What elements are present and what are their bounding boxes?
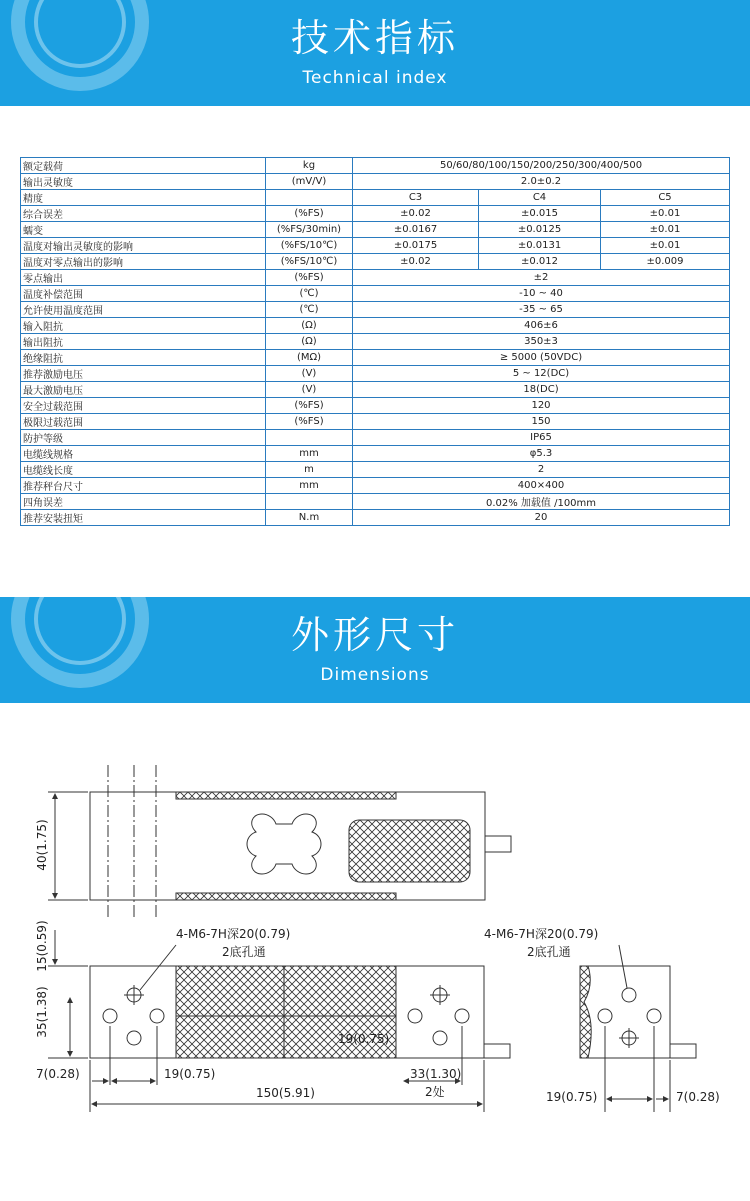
spec-table bbox=[20, 157, 730, 526]
top-view-cable-cavity bbox=[349, 820, 470, 882]
spec-unit: kg bbox=[266, 158, 353, 174]
dim-inner: 19(0.75) bbox=[338, 1032, 390, 1046]
spec-name: 额定载荷 bbox=[21, 158, 266, 174]
dim-left-edge: 7(0.28) bbox=[36, 1067, 80, 1081]
spec-unit: (%FS/30min) bbox=[266, 222, 353, 238]
spec-row bbox=[21, 174, 730, 190]
spec-value: ±0.02 bbox=[353, 206, 479, 222]
spec-value: ≥ 5000 (50VDC) bbox=[353, 350, 730, 366]
dim-upper-side: 15(0.59) bbox=[35, 920, 49, 972]
top-view-center-hole bbox=[247, 814, 321, 874]
spec-value: ±0.01 bbox=[601, 206, 730, 222]
dim-total-length: 150(5.91) bbox=[256, 1086, 315, 1100]
spec-value: -35 ~ 65 bbox=[353, 302, 730, 318]
front-view-cable bbox=[484, 1044, 510, 1058]
side-view-cable bbox=[670, 1044, 696, 1058]
spec-row bbox=[21, 446, 730, 462]
spec-unit: (%FS) bbox=[266, 398, 353, 414]
spec-value: 2.0±0.2 bbox=[353, 174, 730, 190]
spec-value: ±0.012 bbox=[479, 254, 601, 270]
hole-note-side: 4-M6-7H深20(0.79) bbox=[484, 927, 599, 941]
spec-name: 推荐安装扭矩 bbox=[21, 510, 266, 526]
spec-value: 120 bbox=[353, 398, 730, 414]
spec-row bbox=[21, 318, 730, 334]
hole-sub-front: 2底孔通 bbox=[222, 945, 266, 959]
spec-unit: mm bbox=[266, 446, 353, 462]
spec-row bbox=[21, 286, 730, 302]
spec-value: 20 bbox=[353, 510, 730, 526]
spec-name: 综合误差 bbox=[21, 206, 266, 222]
spec-unit: (V) bbox=[266, 382, 353, 398]
spec-value: ±0.0175 bbox=[353, 238, 479, 254]
spec-row bbox=[21, 382, 730, 398]
spec-name: 推荐秤台尺寸 bbox=[21, 478, 266, 494]
spec-value: C4 bbox=[479, 190, 601, 206]
spec-name: 电缆线规格 bbox=[21, 446, 266, 462]
spec-row bbox=[21, 254, 730, 270]
spec-value: C3 bbox=[353, 190, 479, 206]
spec-name: 四角误差 bbox=[21, 494, 266, 510]
spec-unit: (Ω) bbox=[266, 318, 353, 334]
spec-name: 输出灵敏度 bbox=[21, 174, 266, 190]
spec-value: ±2 bbox=[353, 270, 730, 286]
spec-value: 5 ~ 12(DC) bbox=[353, 366, 730, 382]
section-title-cn: 外形尺寸 bbox=[290, 613, 459, 657]
spec-value: ±0.015 bbox=[479, 206, 601, 222]
dim-right-note: 2处 bbox=[425, 1085, 445, 1099]
section-title-cn: 技术指标 bbox=[290, 16, 459, 60]
dimension-drawing bbox=[0, 740, 750, 1120]
spec-unit: (V) bbox=[266, 366, 353, 382]
dim-left-hole: 19(0.75) bbox=[164, 1067, 216, 1081]
spec-row bbox=[21, 270, 730, 286]
spec-unit: (%FS) bbox=[266, 270, 353, 286]
spec-value: φ5.3 bbox=[353, 446, 730, 462]
spec-row bbox=[21, 190, 730, 206]
top-view-cable bbox=[485, 836, 511, 852]
spec-row bbox=[21, 414, 730, 430]
spec-row bbox=[21, 494, 730, 510]
spec-value: ±0.0125 bbox=[479, 222, 601, 238]
spec-row bbox=[21, 238, 730, 254]
spec-row bbox=[21, 334, 730, 350]
spec-row bbox=[21, 222, 730, 238]
spec-unit: (℃) bbox=[266, 302, 353, 318]
top-view-groove-upper bbox=[176, 792, 396, 799]
spec-value: 0.02% 加载值 /100mm bbox=[353, 494, 730, 510]
spec-name: 温度对输出灵敏度的影响 bbox=[21, 238, 266, 254]
spec-value: 18(DC) bbox=[353, 382, 730, 398]
spec-value: 150 bbox=[353, 414, 730, 430]
section-banner-technical bbox=[0, 0, 750, 106]
spec-name: 防护等级 bbox=[21, 430, 266, 446]
spec-row bbox=[21, 302, 730, 318]
spec-name: 零点输出 bbox=[21, 270, 266, 286]
spec-unit: (%FS/10℃) bbox=[266, 238, 353, 254]
spec-unit: (℃) bbox=[266, 286, 353, 302]
spec-row bbox=[21, 462, 730, 478]
dim-side-hole: 19(0.75) bbox=[546, 1090, 598, 1104]
spec-name: 温度对零点输出的影响 bbox=[21, 254, 266, 270]
spec-name: 蠕变 bbox=[21, 222, 266, 238]
spec-unit bbox=[266, 190, 353, 206]
section-banner-dimensions bbox=[0, 597, 750, 703]
spec-value: IP65 bbox=[353, 430, 730, 446]
spec-name: 极限过载范围 bbox=[21, 414, 266, 430]
section-title-en: Dimensions bbox=[320, 665, 430, 685]
hole-sub-side: 2底孔通 bbox=[527, 945, 571, 959]
spec-value: ±0.0131 bbox=[479, 238, 601, 254]
dim-height-top: 40(1.75) bbox=[35, 819, 49, 871]
spec-value: ±0.009 bbox=[601, 254, 730, 270]
spec-unit bbox=[266, 430, 353, 446]
spec-name: 允许使用温度范围 bbox=[21, 302, 266, 318]
spec-value: ±0.02 bbox=[353, 254, 479, 270]
spec-name: 安全过载范围 bbox=[21, 398, 266, 414]
spec-name: 推荐激励电压 bbox=[21, 366, 266, 382]
spec-value: 400×400 bbox=[353, 478, 730, 494]
spec-value: 406±6 bbox=[353, 318, 730, 334]
spec-row bbox=[21, 158, 730, 174]
spec-unit: m bbox=[266, 462, 353, 478]
spec-value: ±0.01 bbox=[601, 222, 730, 238]
spec-unit: (%FS) bbox=[266, 206, 353, 222]
dim-right-hole: 33(1.30) bbox=[410, 1067, 462, 1081]
dim-lower-side: 35(1.38) bbox=[35, 986, 49, 1038]
hole-note-front: 4-M6-7H深20(0.79) bbox=[176, 927, 291, 941]
spec-name: 电缆线长度 bbox=[21, 462, 266, 478]
spec-name: 精度 bbox=[21, 190, 266, 206]
spec-unit bbox=[266, 494, 353, 510]
spec-row bbox=[21, 478, 730, 494]
section-title-en: Technical index bbox=[302, 68, 448, 88]
spec-row bbox=[21, 510, 730, 526]
spec-name: 绝缘阻抗 bbox=[21, 350, 266, 366]
spec-value: 2 bbox=[353, 462, 730, 478]
dim-side-edge: 7(0.28) bbox=[676, 1090, 720, 1104]
spec-row bbox=[21, 430, 730, 446]
spec-value: C5 bbox=[601, 190, 730, 206]
spec-unit: (mV/V) bbox=[266, 174, 353, 190]
spec-value: -10 ~ 40 bbox=[353, 286, 730, 302]
top-view-groove-lower bbox=[176, 893, 396, 900]
spec-row bbox=[21, 398, 730, 414]
spec-value: ±0.0167 bbox=[353, 222, 479, 238]
spec-value: 350±3 bbox=[353, 334, 730, 350]
spec-value: ±0.01 bbox=[601, 238, 730, 254]
spec-unit: (Ω) bbox=[266, 334, 353, 350]
spec-row bbox=[21, 366, 730, 382]
spec-unit: (%FS) bbox=[266, 414, 353, 430]
spec-row bbox=[21, 206, 730, 222]
spec-unit: (MΩ) bbox=[266, 350, 353, 366]
spec-value: 50/60/80/100/150/200/250/300/400/500 bbox=[353, 158, 730, 174]
spec-unit: mm bbox=[266, 478, 353, 494]
spec-row bbox=[21, 350, 730, 366]
spec-name: 输出阻抗 bbox=[21, 334, 266, 350]
spec-unit: N.m bbox=[266, 510, 353, 526]
spec-unit: (%FS/10℃) bbox=[266, 254, 353, 270]
spec-name: 最大激励电压 bbox=[21, 382, 266, 398]
spec-name: 输入阻抗 bbox=[21, 318, 266, 334]
spec-name: 温度补偿范围 bbox=[21, 286, 266, 302]
